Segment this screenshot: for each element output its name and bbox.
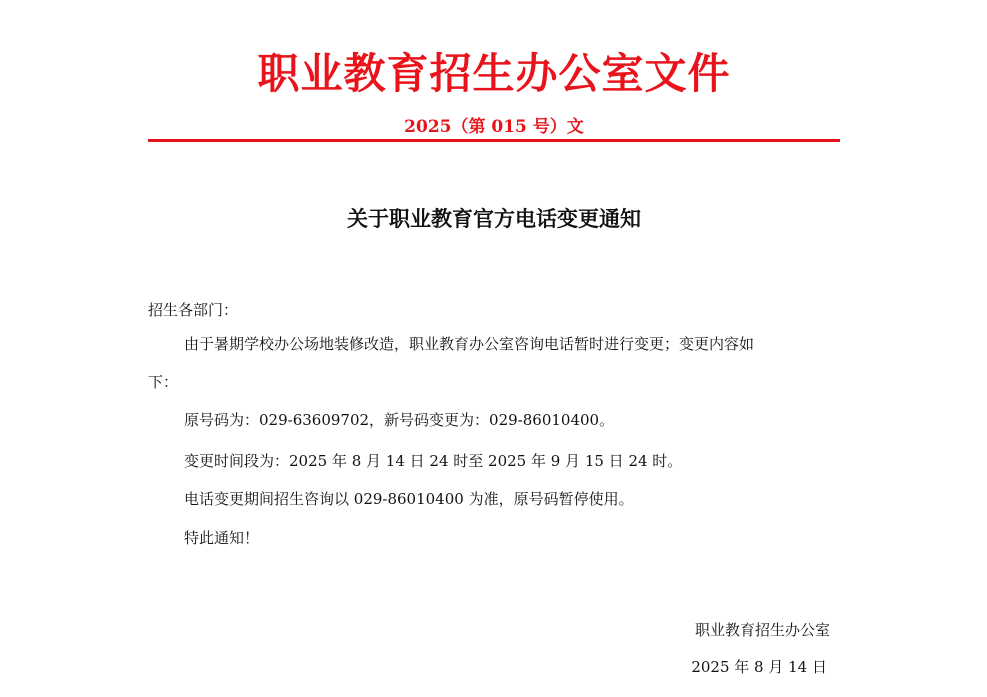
paragraph-closing: 特此通知！ [184,529,260,547]
paragraph-change-period: 变更时间段为：2025 年 8 月 14 日 24 时至 2025 年 9 月 15 日 24 时。 [184,452,683,470]
salutation: 招生各部门： [148,301,239,319]
document-number: 2025（第 015 号）文 [404,117,584,137]
paragraph-consult-number: 电话变更期间招生咨询以 029-86010400 为准，原号码暂停使用。 [184,490,634,508]
signature-organization: 职业教育招生办公室 [694,621,830,639]
signature-date: 2025 年 8 月 14 日 [691,658,827,676]
paragraph-reason-line-1: 由于暑期学校办公场地装修改造，职业教育办公室咨询电话暂时进行变更；变更内容如 [184,335,755,353]
document-header-title: 职业教育招生办公室文件 [257,49,731,98]
paragraph-reason-line-2: 下： [148,373,179,391]
header-divider [148,139,840,142]
notice-title: 关于职业教育官方电话变更通知 [347,206,641,231]
paragraph-phone-numbers: 原号码为：029-63609702，新号码变更为：029-86010400。 [184,411,615,429]
